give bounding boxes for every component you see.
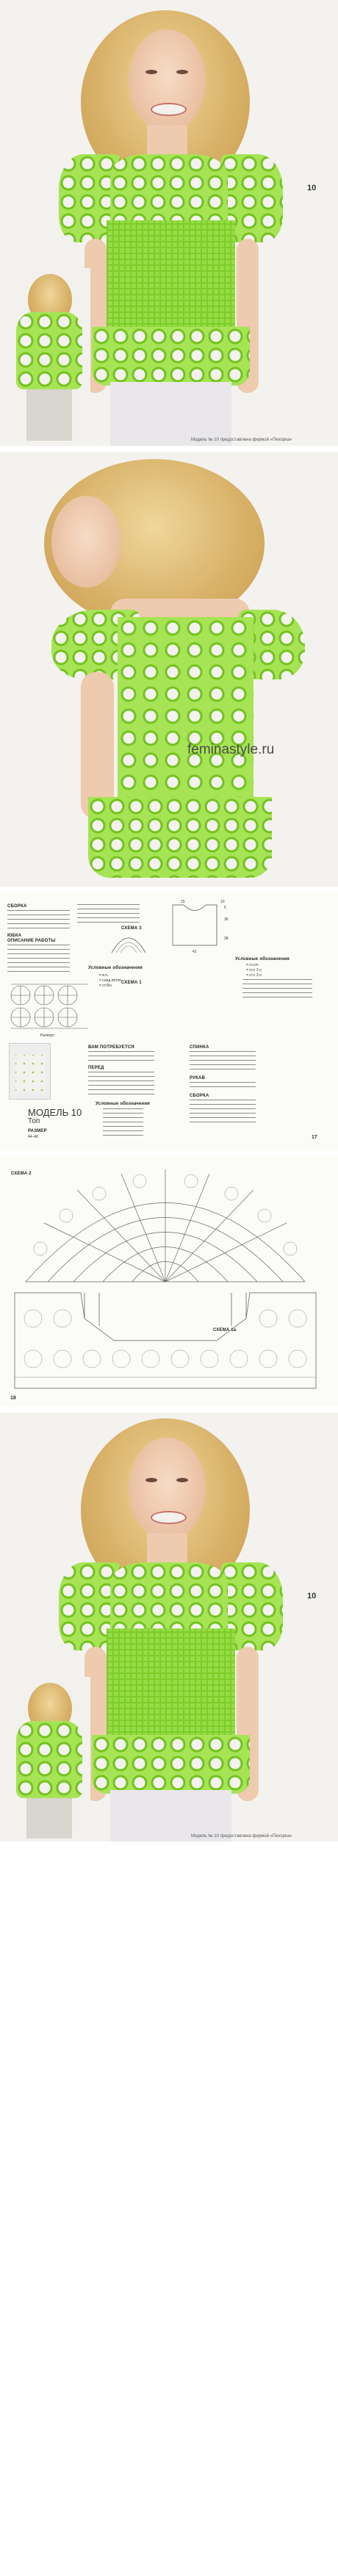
magazine-page-back-photo xyxy=(0,452,338,887)
legend-item: = ст.с 2 н xyxy=(246,968,262,973)
assembly-text-block xyxy=(7,910,70,931)
back-peplum xyxy=(88,797,272,878)
model-title: МОДЕЛЬ 10 xyxy=(28,1107,82,1118)
top-peplum xyxy=(92,327,250,386)
legend-item: = ст.б/н xyxy=(99,984,112,988)
model-face xyxy=(129,29,206,132)
heading-assembly-right: СБОРКА xyxy=(190,1094,209,1098)
heading-work-description: ОПИСАНИЕ РАБОТЫ xyxy=(7,939,56,943)
magazine-page-front-photo xyxy=(0,0,338,446)
page-number: 18 xyxy=(10,1396,16,1401)
model-face-profile xyxy=(51,496,121,588)
schema1-lace-chart xyxy=(7,981,92,1032)
back-mesh-panel xyxy=(118,617,254,801)
magazine-page-charts xyxy=(0,1157,338,1407)
inset-back-view xyxy=(6,1677,90,1839)
photo-caption: Модель № 10 предоставлена фирмой «Пехорка» xyxy=(191,1834,292,1839)
page-separator xyxy=(0,446,338,452)
front-text-block xyxy=(88,1072,154,1097)
page-number: 10 xyxy=(307,184,317,192)
you-need-text-block xyxy=(88,1051,154,1061)
dimension-label: 36 xyxy=(224,917,229,922)
right-text-block xyxy=(242,979,312,1001)
top-body xyxy=(107,220,235,331)
legend-title-right: Условные обозначения xyxy=(235,957,290,962)
top-yoke xyxy=(110,1562,228,1632)
dimension-label: 10 xyxy=(220,900,225,904)
model-jeans xyxy=(110,382,231,446)
sleeve-text-block xyxy=(190,1082,256,1091)
model-eye-right xyxy=(176,70,188,74)
page-number: 17 xyxy=(312,1135,317,1140)
dimension-label: 38 xyxy=(224,937,229,941)
legend-item: = в.п. xyxy=(99,973,109,978)
magazine-page-front-photo-repeat xyxy=(0,1413,338,1841)
heading-back: СПИНКА xyxy=(190,1045,209,1050)
small-back-photo xyxy=(9,1043,51,1100)
legend-item: = ст.с/н xyxy=(246,963,259,967)
model-smile xyxy=(151,103,187,116)
top-peplum xyxy=(92,1735,250,1794)
legend-item: = ст.с 3 н xyxy=(246,973,262,978)
page-number: 10 xyxy=(307,1592,317,1601)
heading-you-need: ВАМ ПОТРЕБУЕТСЯ xyxy=(88,1045,134,1050)
magazine-page-instructions xyxy=(0,892,338,1151)
legend-title-lower: Условные обозначения xyxy=(96,1102,150,1106)
page-separator xyxy=(0,887,338,892)
skirt-text-block xyxy=(7,945,70,975)
heading-front: ПЕРЕД xyxy=(88,1066,104,1070)
column2-text-block xyxy=(77,904,140,926)
top-body xyxy=(107,1628,235,1739)
legend-title: Условные обозначения xyxy=(88,966,143,970)
legend-lower-block xyxy=(103,1108,143,1138)
heading-assembly: СБОРКА xyxy=(7,904,27,909)
inset-jeans xyxy=(26,389,72,441)
dimension-label: 41 xyxy=(193,950,197,954)
top-yoke xyxy=(110,154,228,224)
model-eye-left xyxy=(145,1478,157,1482)
schema3-chart xyxy=(110,931,147,954)
model-eye-right xyxy=(176,1478,188,1482)
legend-item: = соед.петля xyxy=(99,978,121,983)
model-eye-left xyxy=(145,70,157,74)
page-separator xyxy=(0,1151,338,1157)
model-subtitle: Топ xyxy=(28,1117,40,1125)
schema1a-label: СХЕМА 1а xyxy=(213,1328,237,1332)
dimension-label: 5 xyxy=(224,906,226,910)
heading-sleeve: РУКАВ xyxy=(190,1076,205,1080)
site-watermark: feminastyle.ru xyxy=(187,742,275,757)
photo-caption: Модель № 10 предоставлена фирмой «Пехорка» xyxy=(191,438,292,442)
schema1-label: СХЕМА 1 xyxy=(121,981,142,985)
inset-jeans xyxy=(26,1798,72,1839)
size-value: 44–46 xyxy=(28,1135,38,1139)
dimension-label: 15 xyxy=(181,900,185,904)
heading-size: РАЗМЕР xyxy=(28,1129,47,1133)
page-separator xyxy=(0,1407,338,1413)
inset-top xyxy=(16,312,82,389)
assembly-right-block xyxy=(190,1100,256,1126)
schema2-label: СХЕМА 2 xyxy=(11,1172,32,1176)
inset-top xyxy=(16,1721,82,1798)
heading-skirt: ЮБКА xyxy=(7,934,22,938)
schema3-label: СХЕМА 3 xyxy=(121,926,142,931)
small-photo-top xyxy=(15,1055,45,1092)
rapport-label: Раппорт xyxy=(40,1033,55,1038)
back-text-block xyxy=(190,1051,256,1072)
inset-back-view xyxy=(6,268,90,441)
schema1a-yoke-chart xyxy=(11,1289,320,1392)
model-smile xyxy=(151,1511,187,1524)
schema2-fan-chart xyxy=(11,1168,320,1285)
model-face xyxy=(129,1437,206,1540)
